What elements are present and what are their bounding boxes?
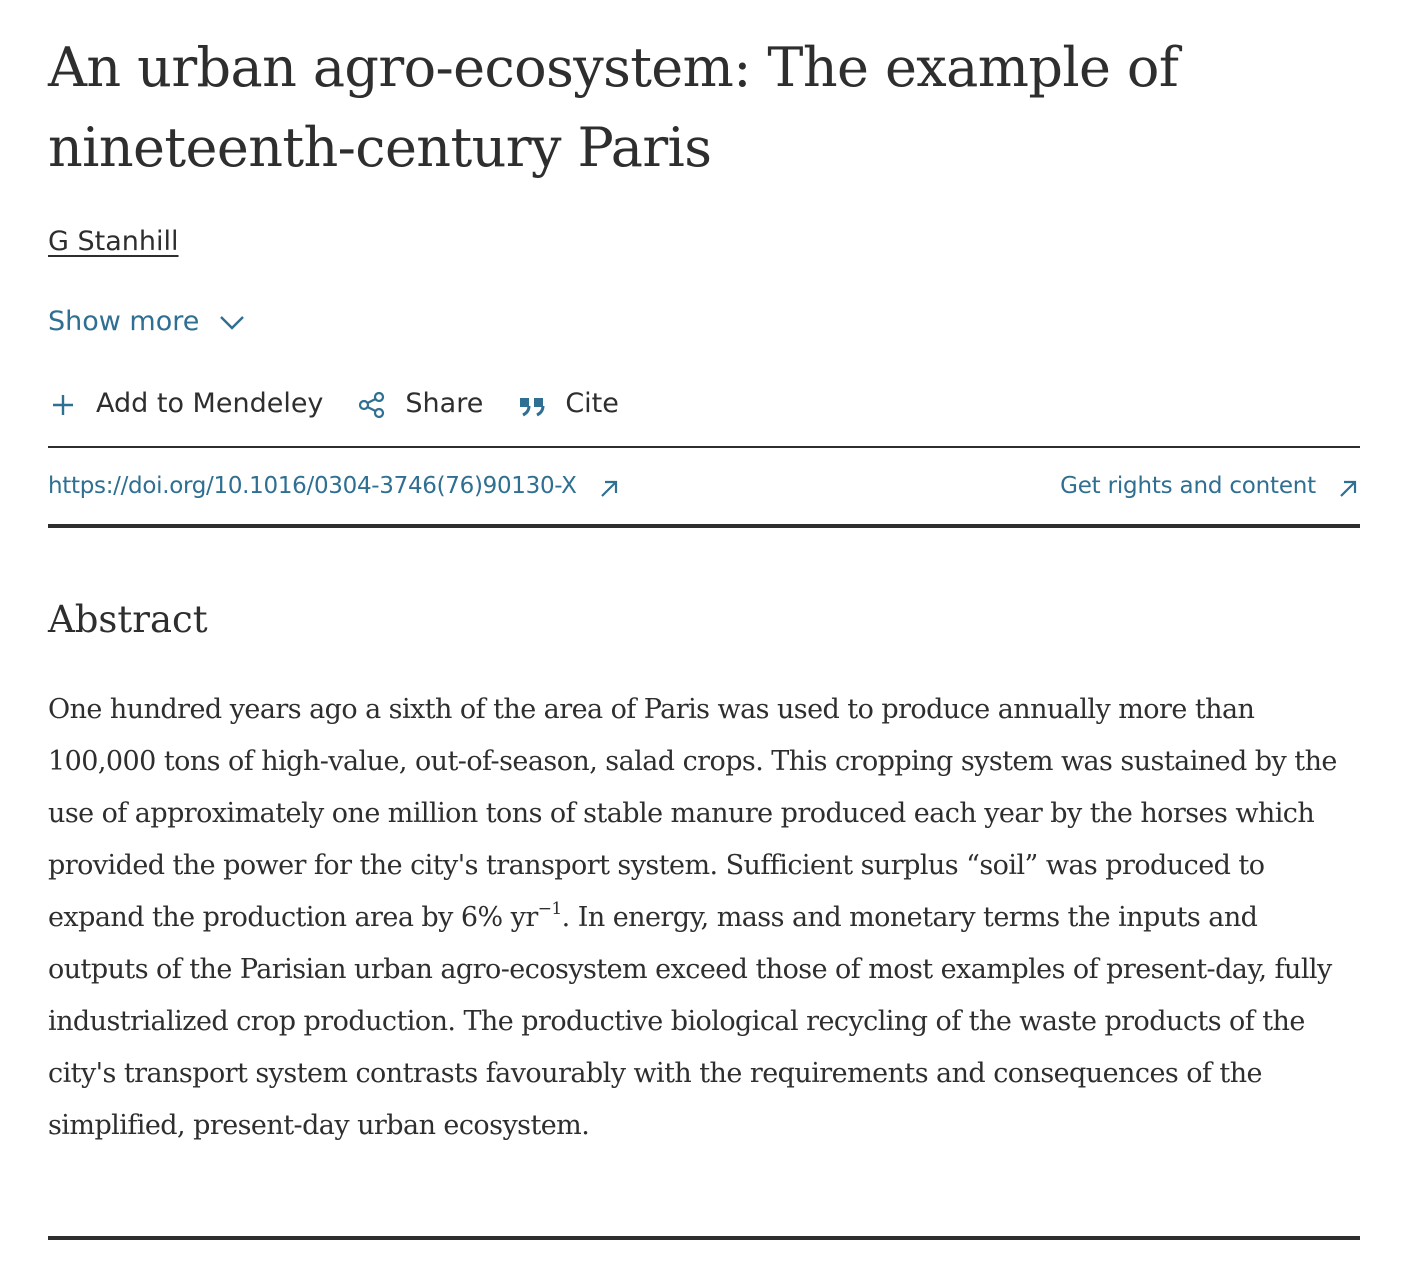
article-title: An urban agro-ecosystem: The example of nineteenth-century Paris — [48, 36, 1179, 179]
cite-label: Cite — [565, 388, 619, 419]
add-to-mendeley-label: Add to Mendeley — [96, 388, 324, 419]
cite-button[interactable] — [517, 386, 619, 422]
get-rights-link[interactable] — [1060, 466, 1360, 506]
doi-text: https://doi.org/10.1016/0304-3746(76)90130-X — [48, 473, 577, 499]
show-more-label: Show more — [48, 306, 200, 337]
share-icon — [357, 389, 387, 419]
abstract-text — [48, 684, 1360, 1152]
share-button[interactable] — [357, 386, 483, 422]
abstract-superscript: −1 — [537, 899, 562, 919]
quote-icon — [517, 389, 547, 419]
add-to-mendeley-button[interactable] — [48, 386, 323, 422]
chevron-down-icon — [217, 307, 247, 337]
external-link-icon — [1336, 474, 1360, 498]
external-link-icon — [597, 474, 621, 498]
divider — [48, 446, 1360, 448]
doi-row — [48, 466, 1360, 506]
doi-link[interactable] — [48, 466, 621, 506]
abstract-text-part-1: One hundred years ago a sixth of the area of Paris was used to produce annually more than 100,000 tons of high-value, out-of-season, salad crops. This cropping system was sustained by the use of approximately one million tons of stable manure produced each year by the horses which provided the power for the city's transport system. Sufficient surplus “soil” was produced to expand the production area by 6% yr — [48, 694, 1337, 933]
divider — [48, 1236, 1360, 1240]
article-toolbar — [48, 384, 653, 424]
plus-icon — [48, 389, 78, 419]
get-rights-text: Get rights and content — [1060, 473, 1316, 499]
abstract-text-part-2: . In energy, mass and monetary terms the inputs and outputs of the Parisian urban agro-ecosystem exceed those of most examples of present-day, fully industrialized crop production. The productive biological recycling of the waste products of the city's transport system contrasts favourably with the requirements and consequences of the simplified, present-day urban ecosystem. — [48, 902, 1332, 1141]
show-more-button[interactable] — [48, 304, 247, 340]
divider — [48, 524, 1360, 528]
share-label: Share — [405, 388, 484, 419]
author-link[interactable]: G Stanhill — [48, 226, 179, 257]
abstract-heading: Abstract — [48, 598, 208, 641]
